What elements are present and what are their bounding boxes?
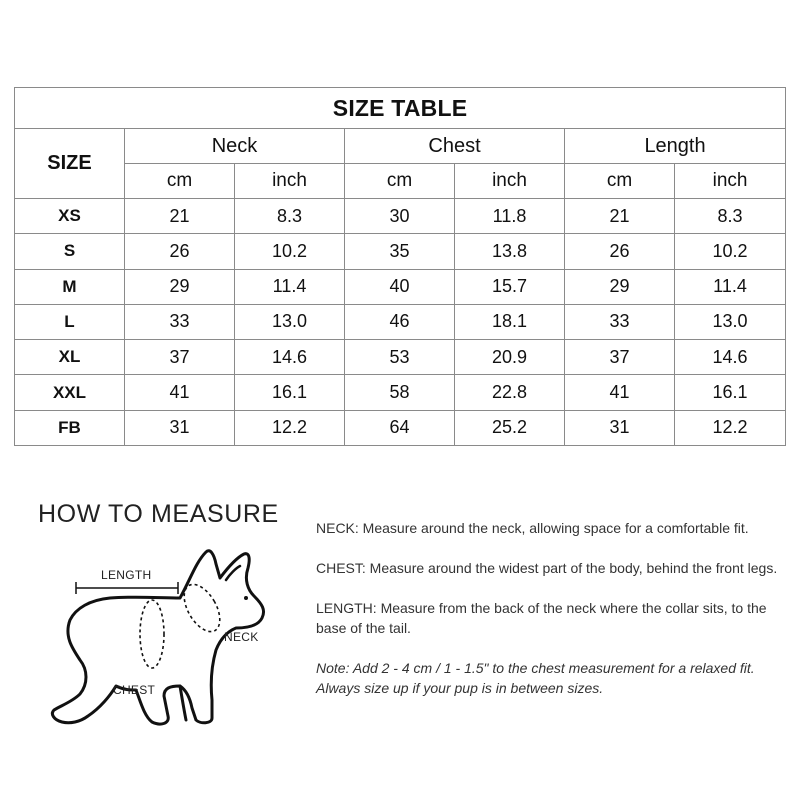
measurement-cell: 46 xyxy=(345,304,455,339)
size-label-cell: XL xyxy=(15,340,125,375)
measurement-cell: 10.2 xyxy=(235,234,345,269)
table-row xyxy=(15,375,786,410)
table-row xyxy=(15,304,786,339)
measurement-cell: 37 xyxy=(125,340,235,375)
chest-instruction: CHEST: Measure around the widest part of the body, behind the front legs. xyxy=(316,560,778,576)
size-column-header: SIZE xyxy=(15,129,125,199)
measurement-cell: 31 xyxy=(125,410,235,445)
measurement-cell: 12.2 xyxy=(235,410,345,445)
measurement-cell: 14.6 xyxy=(235,340,345,375)
size-table-body xyxy=(15,199,786,446)
measurement-cell: 11.4 xyxy=(235,269,345,304)
neck-group-header: Neck xyxy=(125,129,345,164)
measurement-cell: 41 xyxy=(565,375,675,410)
measurement-cell: 25.2 xyxy=(455,410,565,445)
neck-cm-header: cm xyxy=(125,164,235,199)
size-label-cell: M xyxy=(15,269,125,304)
table-row xyxy=(15,340,786,375)
measurement-cell: 29 xyxy=(565,269,675,304)
measure-instructions xyxy=(316,518,792,718)
neck-inch-header: inch xyxy=(235,164,345,199)
measurement-cell: 22.8 xyxy=(455,375,565,410)
measurement-cell: 8.3 xyxy=(235,199,345,234)
measurement-cell: 41 xyxy=(125,375,235,410)
measurement-cell: 20.9 xyxy=(455,340,565,375)
neck-instruction: NECK: Measure around the neck, allowing space for a comfortable fit. xyxy=(316,520,749,536)
diagram-neck-label: NECK xyxy=(224,630,259,644)
measurement-cell: 31 xyxy=(565,410,675,445)
chest-group-header: Chest xyxy=(345,129,565,164)
measurement-cell: 40 xyxy=(345,269,455,304)
chest-dashed-ring xyxy=(140,600,164,668)
measurement-cell: 16.1 xyxy=(675,375,786,410)
measurement-cell: 15.7 xyxy=(455,269,565,304)
measurement-cell: 53 xyxy=(345,340,455,375)
measurement-cell: 64 xyxy=(345,410,455,445)
measurement-cell: 29 xyxy=(125,269,235,304)
diagram-length-label: LENGTH xyxy=(101,568,152,582)
measurement-cell: 10.2 xyxy=(675,234,786,269)
size-label-cell: S xyxy=(15,234,125,269)
measurement-cell: 26 xyxy=(565,234,675,269)
measurement-cell: 11.8 xyxy=(455,199,565,234)
table-row xyxy=(15,234,786,269)
measurement-cell: 21 xyxy=(125,199,235,234)
measurement-cell: 21 xyxy=(565,199,675,234)
measurement-cell: 35 xyxy=(345,234,455,269)
measurement-cell: 12.2 xyxy=(675,410,786,445)
length-inch-header: inch xyxy=(675,164,786,199)
measurement-cell: 37 xyxy=(565,340,675,375)
measurement-cell: 58 xyxy=(345,375,455,410)
size-label-cell: XXL xyxy=(15,375,125,410)
how-to-measure-title: HOW TO MEASURE xyxy=(38,500,279,528)
diagram-chest-label: CHEST xyxy=(113,683,156,697)
chest-inch-header: inch xyxy=(455,164,565,199)
measurement-cell: 33 xyxy=(125,304,235,339)
measurement-cell: 33 xyxy=(565,304,675,339)
measurement-cell: 16.1 xyxy=(235,375,345,410)
measurement-cell: 26 xyxy=(125,234,235,269)
table-row xyxy=(15,199,786,234)
size-label-cell: FB xyxy=(15,410,125,445)
size-table xyxy=(14,87,786,446)
size-label-cell: XS xyxy=(15,199,125,234)
measurement-cell: 13.8 xyxy=(455,234,565,269)
length-group-header: Length xyxy=(565,129,786,164)
table-row xyxy=(15,269,786,304)
measurement-cell: 14.6 xyxy=(675,340,786,375)
fit-note: Note: Add 2 - 4 cm / 1 - 1.5" to the chest measurement for a relaxed fit. Always size up if your pup is in between sizes. xyxy=(316,660,755,696)
measurement-cell: 30 xyxy=(345,199,455,234)
chest-cm-header: cm xyxy=(345,164,455,199)
measurement-cell: 11.4 xyxy=(675,269,786,304)
dog-eye xyxy=(244,596,248,600)
size-label-cell: L xyxy=(15,304,125,339)
measurement-cell: 18.1 xyxy=(455,304,565,339)
length-instruction: LENGTH: Measure from the back of the neck where the collar sits, to the base of the tail. xyxy=(316,600,767,636)
measurement-cell: 13.0 xyxy=(675,304,786,339)
measurement-cell: 13.0 xyxy=(235,304,345,339)
measurement-cell: 8.3 xyxy=(675,199,786,234)
length-cm-header: cm xyxy=(565,164,675,199)
table-title: SIZE TABLE xyxy=(15,88,786,129)
table-row xyxy=(15,410,786,445)
